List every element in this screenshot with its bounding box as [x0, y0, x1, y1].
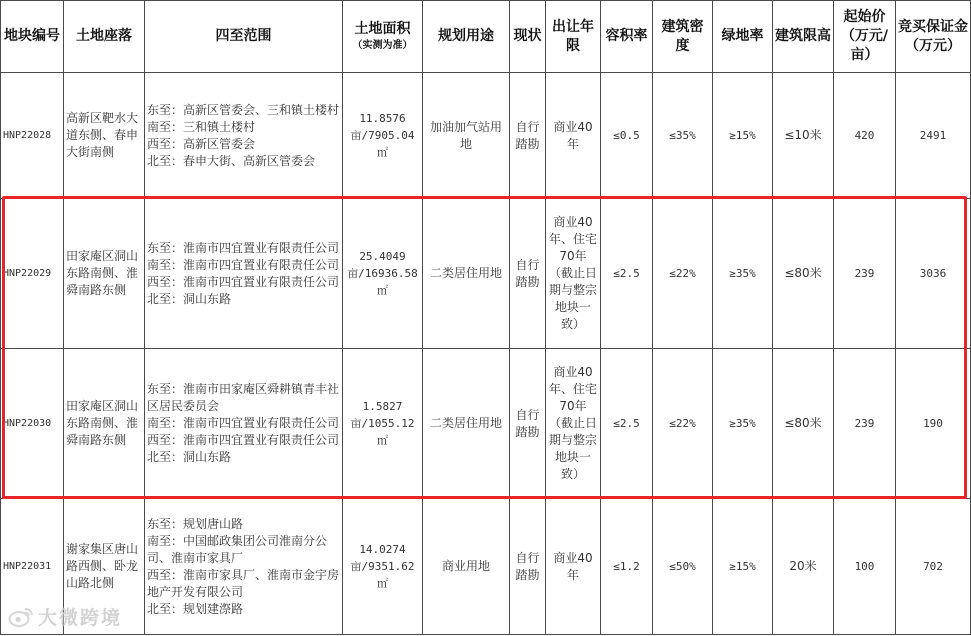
parcel-term: 商业40年、住宅70年（截止日期与整宗地块一致）	[546, 349, 601, 499]
parcel-use: 加油加气站用地	[423, 73, 510, 199]
parcel-boundaries	[145, 349, 343, 499]
table-row	[1, 73, 971, 199]
area-sqm: 亩/7905.04	[350, 129, 415, 142]
parcel-density: ≤35%	[653, 73, 713, 199]
parcel-density: ≤50%	[653, 499, 713, 635]
parcel-deposit: 190	[896, 349, 971, 499]
parcel-id: HNP22030	[1, 349, 64, 499]
header-term: 出让年限	[546, 1, 601, 73]
header-location: 土地座落	[64, 1, 145, 73]
header-id: 地块编号	[1, 1, 64, 73]
parcel-price: 420	[834, 73, 896, 199]
parcel-location: 高新区靶水大道东侧、春申大街南侧	[64, 73, 145, 199]
parcel-density: ≤22%	[653, 349, 713, 499]
parcel-use: 二类居住用地	[423, 349, 510, 499]
header-height: 建筑限高	[773, 1, 834, 73]
parcel-location: 谢家集区唐山路西侧、卧龙山路北侧	[64, 499, 145, 635]
area-sqm: 亩/9351.62	[350, 560, 415, 573]
parcel-id: HNP22029	[1, 199, 64, 349]
area-mu: 1.5827	[362, 400, 403, 413]
boundary-east: 东至：淮南市四宜置业有限责任公司	[147, 240, 340, 255]
boundary-south: 南至：中国邮政集团公司淮南分公司、淮南市家具厂	[147, 533, 328, 565]
parcel-price: 100	[834, 499, 896, 635]
header-deposit: 竞买保证金（万元）	[896, 1, 971, 73]
boundary-south: 南至：淮南市四宜置业有限责任公司	[147, 257, 340, 272]
boundary-west: 西至：淮南市家具厂、淮南市金宇房地产开发有限公司	[147, 567, 340, 599]
header-density: 建筑密度	[653, 1, 713, 73]
parcel-green: ≥15%	[713, 499, 773, 635]
table-row	[1, 349, 971, 499]
header-use: 规划用途	[423, 1, 510, 73]
header-far: 容积率	[601, 1, 653, 73]
parcel-boundaries	[145, 73, 343, 199]
area-unit: ㎡	[377, 434, 388, 447]
parcel-price: 239	[834, 349, 896, 499]
header-boundaries: 四至范围	[145, 1, 343, 73]
parcel-height: 20米	[773, 499, 834, 635]
area-sqm: 亩/16936.58	[347, 267, 418, 280]
area-mu: 11.8576	[359, 112, 406, 125]
parcel-area	[343, 199, 423, 349]
parcel-height: ≤10米	[773, 73, 834, 199]
parcel-area	[343, 349, 423, 499]
area-mu: 14.0274	[359, 543, 406, 556]
header-status: 现状	[510, 1, 546, 73]
parcel-use: 二类居住用地	[423, 199, 510, 349]
parcel-term: 商业40年、住宅70年（截止日期与整宗地块一致）	[546, 199, 601, 349]
boundary-north: 北至：规划建漈路	[147, 601, 244, 616]
parcel-green: ≥35%	[713, 199, 773, 349]
header-price: 起始价（万元/亩）	[834, 1, 896, 73]
parcel-status: 自行踏勘	[510, 199, 546, 349]
parcel-location: 田家庵区洞山东路南侧、淮舜南路东侧	[64, 349, 145, 499]
parcel-green: ≥15%	[713, 73, 773, 199]
boundary-west: 西至：高新区管委会	[147, 136, 256, 151]
area-unit: ㎡	[377, 146, 388, 159]
header-area-note: （实测为准）	[352, 40, 413, 51]
parcel-boundaries	[145, 199, 343, 349]
parcel-status: 自行踏勘	[510, 499, 546, 635]
table-row	[1, 199, 971, 349]
parcel-id: HNP22031	[1, 499, 64, 635]
area-mu: 25.4049	[359, 250, 406, 263]
parcel-green: ≥35%	[713, 349, 773, 499]
boundary-east: 东至：规划唐山路	[147, 516, 244, 531]
boundary-south: 南至：三和镇土楼村	[147, 119, 256, 134]
parcel-height: ≤80米	[773, 199, 834, 349]
parcel-status: 自行踏勘	[510, 73, 546, 199]
parcel-status: 自行踏勘	[510, 349, 546, 499]
area-sqm: 亩/1055.12	[350, 417, 415, 430]
parcel-height: ≤80米	[773, 349, 834, 499]
parcel-far: ≤1.2	[601, 499, 653, 635]
boundary-east: 东至：高新区管委会、三和镇土楼村	[147, 102, 340, 117]
parcel-area	[343, 73, 423, 199]
watermark-text: 大微跨境	[38, 607, 123, 629]
parcel-far: ≤2.5	[601, 199, 653, 349]
boundary-west: 西至：淮南市四宜置业有限责任公司	[147, 274, 340, 289]
table-header-row	[1, 1, 971, 73]
parcel-density: ≤22%	[653, 199, 713, 349]
header-area-label: 土地面积	[354, 21, 411, 37]
parcel-boundaries	[145, 499, 343, 635]
parcel-price: 239	[834, 199, 896, 349]
watermark	[8, 603, 122, 630]
boundary-east: 东至：淮南市田家庵区舜耕镇青丰社区居民委员会	[147, 382, 340, 413]
parcel-id: HNP22028	[1, 73, 64, 199]
header-green: 绿地率	[713, 1, 773, 73]
parcel-deposit: 2491	[896, 73, 971, 199]
boundary-south: 南至：淮南市四宜置业有限责任公司	[147, 416, 340, 430]
parcel-location: 田家庵区洞山东路南侧、淮舜南路东侧	[64, 199, 145, 349]
parcel-far: ≤2.5	[601, 349, 653, 499]
boundary-north: 北至：洞山东路	[147, 450, 232, 464]
boundary-north: 北至：洞山东路	[147, 291, 232, 306]
boundary-west: 西至：淮南市四宜置业有限责任公司	[147, 433, 340, 447]
area-unit: ㎡	[377, 577, 388, 590]
boundary-north: 北至：春申大街、高新区管委会	[147, 153, 316, 168]
area-unit: ㎡	[377, 284, 388, 297]
parcel-term: 商业40年	[546, 499, 601, 635]
parcel-use: 商业用地	[423, 499, 510, 635]
header-area	[343, 1, 423, 73]
parcel-area	[343, 499, 423, 635]
parcel-far: ≤0.5	[601, 73, 653, 199]
table-row	[1, 499, 971, 635]
parcel-term: 商业40年	[546, 73, 601, 199]
parcel-deposit: 702	[896, 499, 971, 635]
parcel-deposit: 3036	[896, 199, 971, 349]
weibo-eye-logo-icon	[8, 606, 34, 628]
